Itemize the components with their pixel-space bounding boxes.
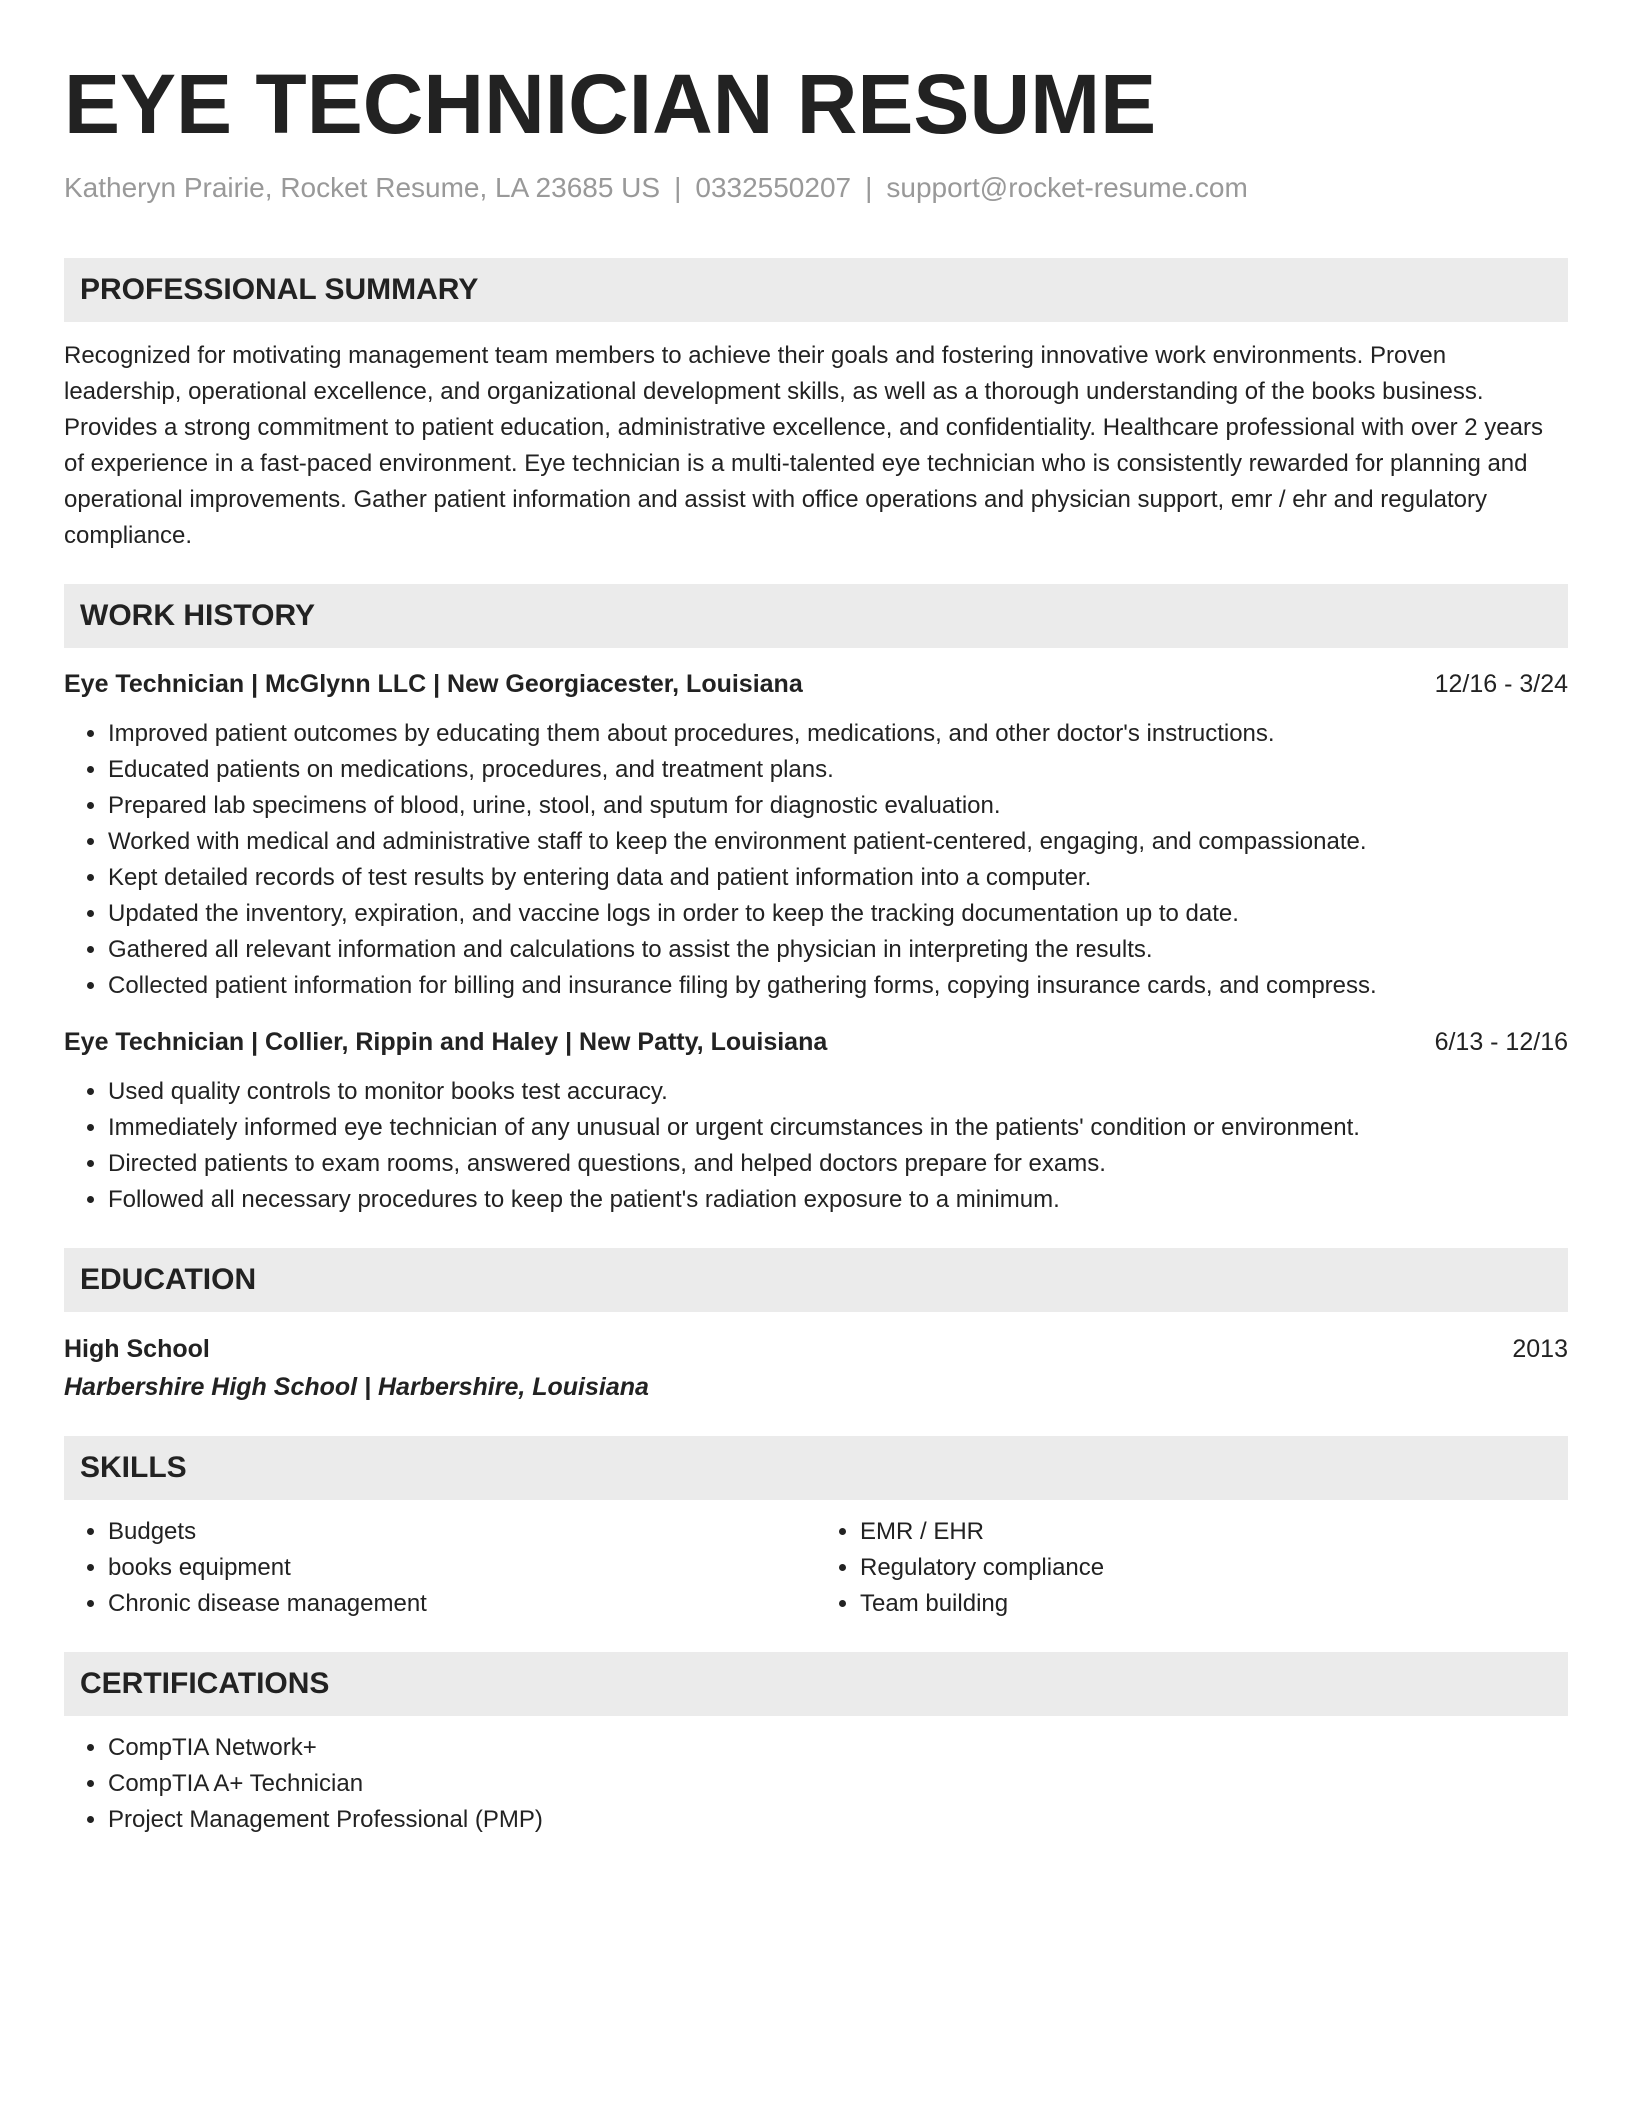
resume-title: EYE TECHNICIAN RESUME [64, 57, 1157, 151]
duty-item: • Used quality controls to monitor books test accuracy. [108, 1074, 1568, 1110]
skills-column-right [816, 1514, 1568, 1622]
duty-item: • Updated the inventory, expiration, and vaccine logs in order to keep the tracking documentation up to date. [108, 896, 1568, 932]
skill-item: • Team building [860, 1586, 1568, 1622]
duty-item: • Followed all necessary procedures to keep the patient's radiation exposure to a minimum. [108, 1182, 1568, 1218]
contact-separator: | [865, 172, 873, 203]
skills-list [64, 1514, 1568, 1622]
certification-item: • CompTIA Network+ [108, 1730, 1568, 1766]
duty-item: • Kept detailed records of test results by entering data and patient information into a computer. [108, 860, 1568, 896]
certification-item: • CompTIA A+ Technician [108, 1766, 1568, 1802]
job-title: Eye Technician | McGlynn LLC | New Georgiacester, Louisiana [64, 670, 803, 698]
job-dates: 12/16 - 3/24 [1434, 670, 1568, 698]
job-duties [64, 1074, 1568, 1218]
duty-item: • Improved patient outcomes by educating them about procedures, medications, and other doctor's instructions. [108, 716, 1568, 752]
section-header-summary: PROFESSIONAL SUMMARY [64, 258, 1568, 322]
skill-item: • EMR / EHR [860, 1514, 1568, 1550]
education-school: Harbershire High School | Harbershire, Louisiana [64, 1373, 649, 1401]
education-degree: High School [64, 1335, 210, 1363]
contact-email: support@rocket-resume.com [886, 172, 1248, 203]
skill-item: • books equipment [108, 1550, 816, 1586]
job-entry [64, 1024, 1568, 1218]
skills-column-left [64, 1514, 816, 1622]
skill-item: • Budgets [108, 1514, 816, 1550]
job-entry [64, 666, 1568, 1004]
certifications-list [64, 1730, 1568, 1838]
contact-line [64, 170, 1568, 206]
job-title: Eye Technician | Collier, Rippin and Haley | New Patty, Louisiana [64, 1028, 828, 1056]
education-header [64, 1330, 1568, 1368]
skill-item: • Regulatory compliance [860, 1550, 1568, 1586]
section-header-skills: SKILLS [64, 1436, 1568, 1500]
education-year: 2013 [1512, 1335, 1568, 1363]
contact-address: Katheryn Prairie, Rocket Resume, LA 23685 US [64, 172, 661, 203]
skill-item: • Chronic disease management [108, 1586, 816, 1622]
job-header [64, 1024, 1568, 1060]
duty-item: • Worked with medical and administrative staff to keep the environment patient-centered, engaging, and compassionate. [108, 824, 1568, 860]
duty-item: • Gathered all relevant information and calculations to assist the physician in interpreting the results. [108, 932, 1568, 968]
contact-phone: 0332550207 [695, 172, 852, 203]
duty-item: • Collected patient information for billing and insurance filing by gathering forms, copying insurance cards, and compress. [108, 968, 1568, 1004]
section-header-certifications: CERTIFICATIONS [64, 1652, 1568, 1716]
summary-text: Recognized for motivating management team members to achieve their goals and fostering innovative work environments. Proven leadership, operational excellence, and organizational development skills, as well as a thorough understanding of the books business. Provides a strong commitment to patient education, administrative excellence, and confidentiality. Healthcare professional with over 2 years of experience in a fast-paced environment. Eye technician is a multi-talented eye technician who is consistently rewarded for planning and operational improvements. Gather patient information and assist with office operations and physician support, emr / ehr and regulatory compliance. [64, 342, 1543, 549]
job-dates: 6/13 - 12/16 [1434, 1028, 1568, 1056]
certification-item: • Project Management Professional (PMP) [108, 1802, 1568, 1838]
certifications-items [64, 1730, 1568, 1838]
duty-item: • Educated patients on medications, procedures, and treatment plans. [108, 752, 1568, 788]
duty-item: • Prepared lab specimens of blood, urine, stool, and sputum for diagnostic evaluation. [108, 788, 1568, 824]
duty-item: • Immediately informed eye technician of any unusual or urgent circumstances in the patients' condition or environment. [108, 1110, 1568, 1146]
job-duties [64, 716, 1568, 1004]
section-header-education: EDUCATION [64, 1248, 1568, 1312]
section-header-work-history: WORK HISTORY [64, 584, 1568, 648]
duty-item: • Directed patients to exam rooms, answered questions, and helped doctors prepare for exams. [108, 1146, 1568, 1182]
job-header [64, 666, 1568, 702]
contact-separator: | [674, 172, 682, 203]
